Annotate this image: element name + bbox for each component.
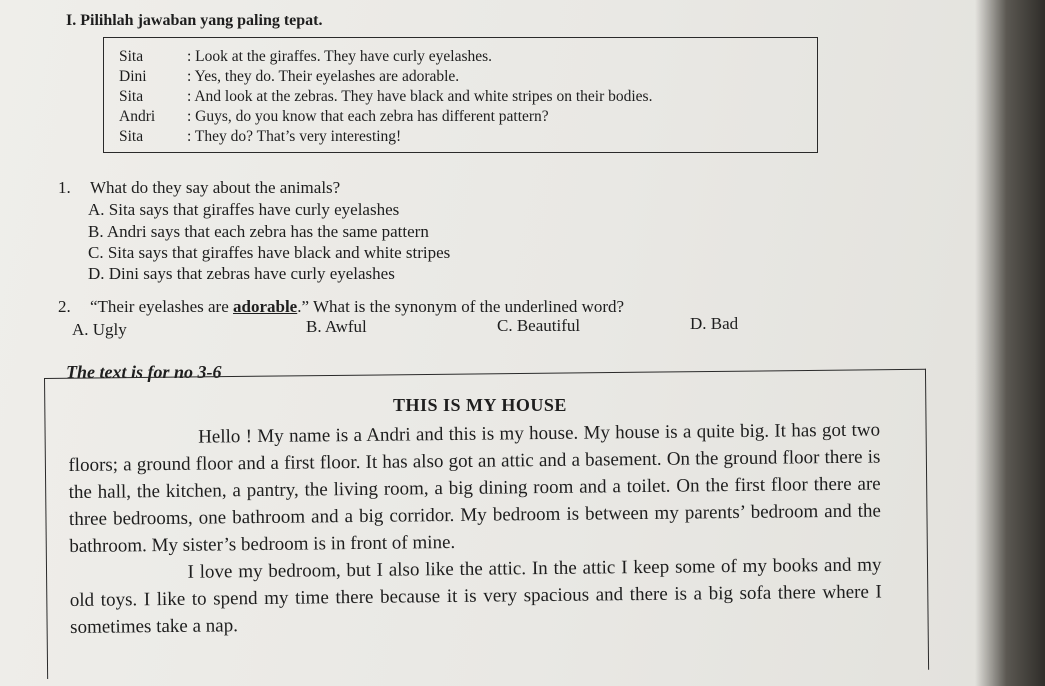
story-title: THIS IS MY HOUSE bbox=[393, 395, 567, 415]
question-2 bbox=[58, 297, 624, 317]
dialogue-text: : Look at the giraffes. They have curly eyelashes. bbox=[187, 48, 493, 65]
speaker-name: Sita bbox=[119, 128, 144, 145]
underlined-word: adorable bbox=[233, 297, 298, 316]
option-b: B. Awful bbox=[306, 317, 367, 336]
dialogue-line bbox=[119, 67, 459, 87]
option-a: A. Sita says that giraffes have curly eyelashes bbox=[88, 200, 400, 219]
option-a: A. Ugly bbox=[72, 320, 127, 339]
dialogue-line bbox=[119, 107, 549, 127]
speaker-name: Dini bbox=[119, 68, 147, 85]
option-c: C. Beautiful bbox=[497, 316, 581, 335]
instruction-heading: I. Pilihlah jawaban yang paling tepat. bbox=[66, 12, 323, 29]
page-edge-shadow bbox=[975, 0, 1045, 686]
question-number: 2. bbox=[58, 297, 71, 316]
story-paragraph: Hello ! My name is a Andri and this is my house. My house is a quite big. It has got two floors; a ground floor and a first floor. It has also got an attic and a basement. On the ground floor there is the hall, the kitchen, a pantry, the living room, a big dining room and a toilet. On the first floor there are three bedrooms, one bathroom and a big corridor. My bedroom is between my parents’ bedroom and the bathroom. My sister’s bedroom is in front of mine. bbox=[68, 419, 882, 557]
option-b: B. Andri says that each zebra has the same pattern bbox=[88, 222, 429, 241]
speaker-name: Sita bbox=[119, 88, 144, 105]
dialogue-line bbox=[119, 127, 401, 147]
question-text: “Their eyelashes are bbox=[90, 297, 233, 316]
dialogue-text: : They do? That’s very interesting! bbox=[187, 128, 402, 145]
question-text: .” What is the synonym of the underlined word? bbox=[297, 297, 625, 316]
question-1 bbox=[58, 178, 340, 198]
option-d: D. Bad bbox=[690, 314, 739, 333]
story-paragraph: I love my bedroom, but I also like the attic. In the attic I keep some of my books and my old toys. I like to spend my time there because it is very spacious and there is a big sofa there where I sometimes take a nap. bbox=[69, 554, 882, 638]
speaker-name: Andri bbox=[119, 108, 156, 125]
dialogue-text: : Guys, do you know that each zebra has different pattern? bbox=[187, 108, 549, 125]
dialogue-text: : Yes, they do. Their eyelashes are adorable. bbox=[187, 68, 460, 85]
dialogue-line bbox=[119, 47, 492, 67]
option-d: D. Dini says that zebras have curly eyelashes bbox=[88, 264, 395, 283]
dialogue-text: : And look at the zebras. They have black and white stripes on their bodies. bbox=[187, 88, 653, 105]
text-reference: The text is for no 3-6 bbox=[66, 362, 222, 382]
dialogue-line bbox=[119, 87, 652, 107]
story-body bbox=[68, 416, 882, 640]
question-text: What do they say about the animals? bbox=[90, 178, 341, 197]
speaker-name: Sita bbox=[119, 48, 144, 65]
question-number: 1. bbox=[58, 178, 71, 197]
option-c: C. Sita says that giraffes have black and white stripes bbox=[88, 243, 451, 262]
